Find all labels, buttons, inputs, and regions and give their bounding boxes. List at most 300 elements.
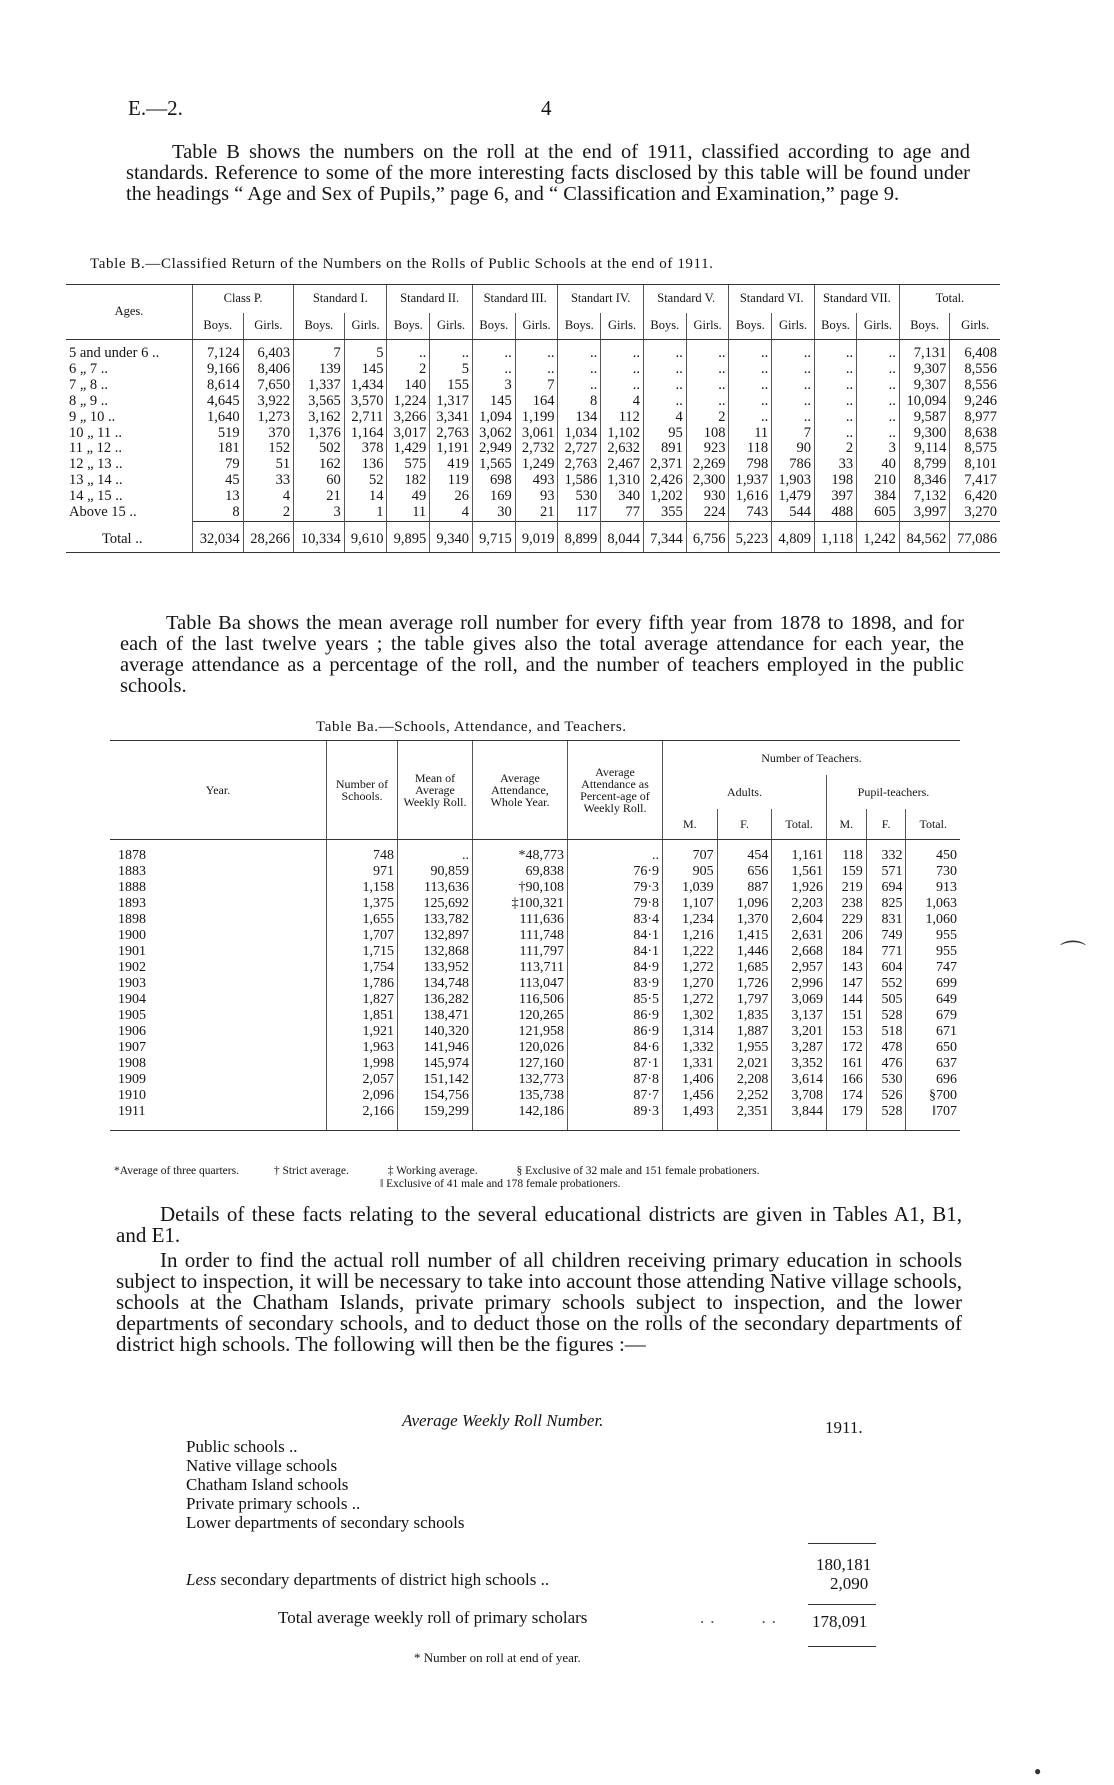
total-header: Total. bbox=[906, 809, 960, 840]
table-cell: 493 bbox=[515, 473, 558, 489]
table-cell: 730 bbox=[906, 864, 960, 880]
table-cell: 887 bbox=[717, 880, 772, 896]
year-cell: 1900 bbox=[118, 928, 146, 943]
table-cell: 140,320 bbox=[398, 1024, 473, 1040]
table-row bbox=[66, 473, 1000, 489]
table-cell: 182 bbox=[387, 473, 430, 489]
table-cell: 11 bbox=[729, 426, 772, 442]
age-label: 5 and under 6 .. bbox=[69, 345, 160, 361]
table-cell: ‡100,321 bbox=[473, 896, 568, 912]
table-cell: 650 bbox=[906, 1040, 960, 1056]
table-cell: 2,203 bbox=[772, 896, 827, 912]
table-cell: 2 bbox=[814, 441, 856, 457]
year-cell: 1906 bbox=[118, 1024, 146, 1039]
table-cell: 84·9 bbox=[568, 960, 663, 976]
table-cell: 132,773 bbox=[473, 1072, 568, 1088]
age-label: 13 „ 14 .. bbox=[69, 472, 123, 489]
attendance-header: Average Attendance, Whole Year. bbox=[473, 741, 568, 840]
summary-year-header: 1911. bbox=[825, 1418, 863, 1437]
table-row bbox=[66, 457, 1000, 473]
table-cell: 164 bbox=[515, 394, 558, 410]
table-cell: 2,021 bbox=[717, 1056, 772, 1072]
table-cell: 3,614 bbox=[772, 1072, 827, 1088]
table-cell: 52 bbox=[344, 473, 387, 489]
table-cell: 698 bbox=[472, 473, 515, 489]
table-cell: 79·8 bbox=[568, 896, 663, 912]
table-cell: 2,300 bbox=[686, 473, 729, 489]
table-cell: 49 bbox=[387, 489, 430, 505]
table-cell: 76·9 bbox=[568, 864, 663, 880]
table-cell: 87·7 bbox=[568, 1088, 663, 1104]
table-cell: 370 bbox=[243, 426, 294, 442]
table-cell: 84·1 bbox=[568, 928, 663, 944]
table-row bbox=[110, 1008, 960, 1024]
girls-header: Girls. bbox=[515, 313, 558, 340]
table-cell: 134,748 bbox=[398, 976, 473, 992]
table-cell: 83·4 bbox=[568, 912, 663, 928]
details-paragraph: Details of these facts relating to the several educational districts are given in Tables A1, B1, and E1. bbox=[116, 1202, 962, 1247]
group-header: Total. bbox=[899, 285, 1000, 314]
table-cell: 3 bbox=[472, 378, 515, 394]
total-cell: 8,899 bbox=[558, 521, 601, 552]
table-row bbox=[110, 912, 960, 928]
table-cell: .. bbox=[857, 426, 900, 442]
table-cell: 1,273 bbox=[243, 410, 294, 426]
table-row bbox=[66, 340, 1000, 362]
table-cell: 172 bbox=[826, 1040, 866, 1056]
year-cell: 1907 bbox=[118, 1040, 146, 1055]
table-cell: 10,094 bbox=[899, 394, 950, 410]
table-cell: 1,707 bbox=[327, 928, 398, 944]
table-cell: .. bbox=[643, 394, 686, 410]
table-cell: 1,107 bbox=[663, 896, 718, 912]
table-cell: .. bbox=[772, 378, 815, 394]
table-cell: 1,429 bbox=[387, 441, 430, 457]
table-cell: 2 bbox=[686, 410, 729, 426]
total-header: Total. bbox=[772, 809, 827, 840]
table-cell: 151,142 bbox=[398, 1072, 473, 1088]
table-cell: 3,061 bbox=[515, 426, 558, 442]
table-cell: 87·8 bbox=[568, 1072, 663, 1088]
table-cell: .. bbox=[515, 362, 558, 378]
table-cell: 1,199 bbox=[515, 410, 558, 426]
table-cell: 476 bbox=[866, 1056, 906, 1072]
table-cell: 21 bbox=[294, 489, 345, 505]
table-cell: 1,827 bbox=[327, 992, 398, 1008]
table-cell: 138,471 bbox=[398, 1008, 473, 1024]
table-cell: 3,266 bbox=[387, 410, 430, 426]
table-cell: .. bbox=[772, 410, 815, 426]
summary-total-label: Total average weekly roll of primary scholars bbox=[278, 1608, 588, 1627]
table-cell: 3,708 bbox=[772, 1088, 827, 1104]
table-cell: 166 bbox=[826, 1072, 866, 1088]
total-cell: 9,340 bbox=[430, 521, 473, 552]
table-cell: 891 bbox=[643, 441, 686, 457]
table-cell: 502 bbox=[294, 441, 345, 457]
table-cell: 786 bbox=[772, 457, 815, 473]
ba-paragraph: Table Ba shows the mean average roll number for every fifth year from 1878 to 1898, and for each of the last twelve years ; the table gives also the total average attendance for each year, the average attendance as a percentage of the roll, and the number of teachers employed in the public schools. bbox=[120, 612, 964, 697]
table-cell: 9,307 bbox=[899, 378, 950, 394]
m-header: M. bbox=[826, 809, 866, 840]
table-cell: 1,376 bbox=[294, 426, 345, 442]
table-cell: 8,977 bbox=[950, 410, 1000, 426]
table-cell: .. bbox=[857, 362, 900, 378]
table-cell: 3,997 bbox=[899, 505, 950, 521]
table-cell: .. bbox=[729, 378, 772, 394]
table-cell: .. bbox=[558, 340, 601, 362]
table-cell: 147 bbox=[826, 976, 866, 992]
group-header: Standard I. bbox=[294, 285, 387, 314]
table-cell: 119 bbox=[430, 473, 473, 489]
age-label: 11 „ 12 .. bbox=[69, 440, 123, 457]
table-cell: 132,868 bbox=[398, 944, 473, 960]
table-ba bbox=[110, 740, 960, 1131]
year-cell: 1911 bbox=[110, 1104, 327, 1131]
total-cell: 5,223 bbox=[729, 521, 772, 552]
table-cell: 51 bbox=[243, 457, 294, 473]
summary-heading: Average Weekly Roll Number. bbox=[402, 1411, 604, 1430]
table-cell: .. bbox=[729, 410, 772, 426]
table-cell: 340 bbox=[601, 489, 644, 505]
table-cell: 571 bbox=[866, 864, 906, 880]
table-cell: 134 bbox=[558, 410, 601, 426]
table-cell: 519 bbox=[193, 426, 244, 442]
table-cell: .. bbox=[772, 394, 815, 410]
table-cell: 7,650 bbox=[243, 378, 294, 394]
table-cell: 9,246 bbox=[950, 394, 1000, 410]
table-cell: 1,249 bbox=[515, 457, 558, 473]
table-cell: 8,101 bbox=[950, 457, 1000, 473]
table-cell: .. bbox=[857, 340, 900, 362]
table-cell: .. bbox=[729, 340, 772, 362]
table-cell: 2,763 bbox=[430, 426, 473, 442]
table-cell: 1,332 bbox=[663, 1040, 718, 1056]
table-cell: 913 bbox=[906, 880, 960, 896]
table-row bbox=[110, 1072, 960, 1088]
table-row bbox=[66, 426, 1000, 442]
table-cell: 30 bbox=[472, 505, 515, 521]
table-cell: 1,375 bbox=[327, 896, 398, 912]
table-cell: 2,727 bbox=[558, 441, 601, 457]
table-cell: 113,047 bbox=[473, 976, 568, 992]
total-cell: 8,044 bbox=[601, 521, 644, 552]
table-cell: 679 bbox=[906, 1008, 960, 1024]
table-cell: 4,645 bbox=[193, 394, 244, 410]
table-cell: 133,782 bbox=[398, 912, 473, 928]
table-cell: .. bbox=[558, 378, 601, 394]
table-cell: 544 bbox=[772, 505, 815, 521]
table-b bbox=[66, 284, 1000, 553]
group-header: Standard II. bbox=[387, 285, 473, 314]
year-cell: 1888 bbox=[118, 880, 146, 895]
table-cell: 505 bbox=[866, 992, 906, 1008]
table-ba-caption: Table Ba.—Schools, Attendance, and Teachers. bbox=[316, 719, 627, 735]
table-cell: .. bbox=[814, 378, 856, 394]
table-cell: 7,124 bbox=[193, 340, 244, 362]
summary-total-leader: .. .. bbox=[700, 1608, 782, 1627]
table-cell: 111,636 bbox=[473, 912, 568, 928]
table-cell: 2,208 bbox=[717, 1072, 772, 1088]
table-cell: 2,763 bbox=[558, 457, 601, 473]
table-cell: 478 bbox=[866, 1040, 906, 1056]
table-cell: 33 bbox=[814, 457, 856, 473]
table-cell: 224 bbox=[686, 505, 729, 521]
table-cell: 528 bbox=[866, 1104, 906, 1131]
table-row bbox=[110, 944, 960, 960]
table-cell: 743 bbox=[729, 505, 772, 521]
boys-header: Boys. bbox=[558, 313, 601, 340]
less-prefix: Less bbox=[186, 1570, 217, 1589]
table-cell: .. bbox=[814, 340, 856, 362]
roll-header: Mean of Average Weekly Roll. bbox=[398, 741, 473, 840]
table-cell: 1,202 bbox=[643, 489, 686, 505]
girls-header: Girls. bbox=[686, 313, 729, 340]
table-cell: 6,420 bbox=[950, 489, 1000, 505]
table-cell: 1,302 bbox=[663, 1008, 718, 1024]
total-cell: 77,086 bbox=[950, 521, 1000, 552]
age-label: 10 „ 11 .. bbox=[69, 424, 123, 441]
table-row bbox=[110, 992, 960, 1008]
table-cell: 83·9 bbox=[568, 976, 663, 992]
table-cell: 159 bbox=[826, 864, 866, 880]
table-cell: 3 bbox=[294, 505, 345, 521]
schools-header: Number of Schools. bbox=[327, 741, 398, 840]
table-cell: 7,132 bbox=[899, 489, 950, 505]
girls-header: Girls. bbox=[243, 313, 294, 340]
table-cell: 552 bbox=[866, 976, 906, 992]
table-cell: 2,604 bbox=[772, 912, 827, 928]
table-cell: 136 bbox=[344, 457, 387, 473]
boys-header: Boys. bbox=[193, 313, 244, 340]
girls-header: Girls. bbox=[430, 313, 473, 340]
group-header: Standart IV. bbox=[558, 285, 644, 314]
table-cell: 1,102 bbox=[601, 426, 644, 442]
table-cell: 1,887 bbox=[717, 1024, 772, 1040]
table-cell: 355 bbox=[643, 505, 686, 521]
table-cell: 121,958 bbox=[473, 1024, 568, 1040]
table-cell: 7,131 bbox=[899, 340, 950, 362]
table-cell: .. bbox=[398, 840, 473, 865]
table-cell: 1,586 bbox=[558, 473, 601, 489]
total-cell: 28,266 bbox=[243, 521, 294, 552]
table-cell: 9,300 bbox=[899, 426, 950, 442]
boys-header: Boys. bbox=[899, 313, 950, 340]
table-cell: .. bbox=[568, 840, 663, 865]
table-cell: 3,137 bbox=[772, 1008, 827, 1024]
footnote-exclusive-32: § Exclusive of 32 male and 151 female probationers. bbox=[516, 1165, 760, 1177]
table-cell: 142,186 bbox=[473, 1104, 568, 1131]
table-cell: 86·9 bbox=[568, 1024, 663, 1040]
table-cell: 3,341 bbox=[430, 410, 473, 426]
page-number: 4 bbox=[541, 96, 552, 120]
group-header: Standard VII. bbox=[814, 285, 899, 314]
group-header: Standard III. bbox=[472, 285, 558, 314]
table-cell: 2,467 bbox=[601, 457, 644, 473]
table-cell: 1,955 bbox=[717, 1040, 772, 1056]
table-cell: 530 bbox=[558, 489, 601, 505]
year-cell: 1910 bbox=[118, 1088, 146, 1103]
age-label: 7 „ 8 .. bbox=[69, 376, 109, 393]
table-cell: 2,351 bbox=[717, 1104, 772, 1131]
table-cell: 2,057 bbox=[327, 1072, 398, 1088]
table-cell: 206 bbox=[826, 928, 866, 944]
table-cell: 955 bbox=[906, 944, 960, 960]
table-cell: 151 bbox=[826, 1008, 866, 1024]
table-cell: 694 bbox=[866, 880, 906, 896]
table-cell: 1,963 bbox=[327, 1040, 398, 1056]
table-cell: 2,096 bbox=[327, 1088, 398, 1104]
table-cell: 33 bbox=[243, 473, 294, 489]
table-row bbox=[110, 1024, 960, 1040]
table-cell: 1,337 bbox=[294, 378, 345, 394]
table-cell: 696 bbox=[906, 1072, 960, 1088]
summary-item-label: Private primary schools .. bbox=[186, 1494, 361, 1513]
table-cell: 145 bbox=[472, 394, 515, 410]
table-cell: 155 bbox=[430, 378, 473, 394]
table-cell: 2,426 bbox=[643, 473, 686, 489]
table-row bbox=[110, 880, 960, 896]
table-cell: .. bbox=[601, 362, 644, 378]
table-cell: 1,479 bbox=[772, 489, 815, 505]
table-cell: 1,216 bbox=[663, 928, 718, 944]
girls-header: Girls. bbox=[344, 313, 387, 340]
year-cell: 1902 bbox=[118, 960, 146, 975]
group-header: Class P. bbox=[193, 285, 294, 314]
table-cell: 154,756 bbox=[398, 1088, 473, 1104]
table-cell: 89·3 bbox=[568, 1104, 663, 1131]
table-cell: 161 bbox=[826, 1056, 866, 1072]
table-cell: 145 bbox=[344, 362, 387, 378]
table-cell: 45 bbox=[193, 473, 244, 489]
table-cell: 1,754 bbox=[327, 960, 398, 976]
table-cell: 3,287 bbox=[772, 1040, 827, 1056]
less-label: secondary departments of district high schools .. bbox=[216, 1570, 550, 1589]
total-cell: 9,715 bbox=[472, 521, 515, 552]
table-cell: 4 bbox=[243, 489, 294, 505]
table-cell: 1,314 bbox=[663, 1024, 718, 1040]
table-cell: 112 bbox=[601, 410, 644, 426]
table-cell: 1,272 bbox=[663, 960, 718, 976]
table-cell: 575 bbox=[387, 457, 430, 473]
table-cell: 8,556 bbox=[950, 362, 1000, 378]
table-cell: 143 bbox=[826, 960, 866, 976]
table-cell: .. bbox=[601, 340, 644, 362]
table-cell: 87·1 bbox=[568, 1056, 663, 1072]
table-cell: 1,191 bbox=[430, 441, 473, 457]
table-cell: 184 bbox=[826, 944, 866, 960]
table-cell: †90,108 bbox=[473, 880, 568, 896]
table-cell: .. bbox=[772, 362, 815, 378]
table-cell: .. bbox=[857, 378, 900, 394]
year-cell: 1909 bbox=[118, 1072, 146, 1087]
table-cell: §700 bbox=[906, 1088, 960, 1104]
table-cell: 238 bbox=[826, 896, 866, 912]
boys-header: Boys. bbox=[643, 313, 686, 340]
girls-header: Girls. bbox=[857, 313, 900, 340]
table-cell: .. bbox=[814, 426, 856, 442]
table-cell: 2,632 bbox=[601, 441, 644, 457]
table-cell: 181 bbox=[193, 441, 244, 457]
table-cell: 1,063 bbox=[906, 896, 960, 912]
f-header: F. bbox=[717, 809, 772, 840]
table-cell: 139 bbox=[294, 362, 345, 378]
table-cell: 111,797 bbox=[473, 944, 568, 960]
table-cell: 1,715 bbox=[327, 944, 398, 960]
table-cell: .. bbox=[643, 340, 686, 362]
table-cell: 4 bbox=[601, 394, 644, 410]
table-cell: 6,408 bbox=[950, 340, 1000, 362]
year-cell: 1903 bbox=[118, 976, 146, 991]
table-cell: 152 bbox=[243, 441, 294, 457]
year-header: Year. bbox=[110, 741, 327, 840]
table-row bbox=[66, 489, 1000, 505]
table-cell: 5 bbox=[430, 362, 473, 378]
table-cell: .. bbox=[601, 378, 644, 394]
summary-item-label: Native village schools bbox=[186, 1456, 338, 1475]
table-cell: 518 bbox=[866, 1024, 906, 1040]
table-cell: 133,952 bbox=[398, 960, 473, 976]
table-cell: 656 bbox=[717, 864, 772, 880]
table-cell: 1,835 bbox=[717, 1008, 772, 1024]
table-cell: 1,039 bbox=[663, 880, 718, 896]
total-rule-top bbox=[808, 1604, 876, 1605]
table-cell: .. bbox=[814, 410, 856, 426]
table-cell: 9,587 bbox=[899, 410, 950, 426]
table-cell: 116,506 bbox=[473, 992, 568, 1008]
table-cell: 169 bbox=[472, 489, 515, 505]
table-cell: 84·1 bbox=[568, 944, 663, 960]
table-cell: 1 bbox=[344, 505, 387, 521]
intro-paragraph: Table B shows the numbers on the roll at the end of 1911, classified according to age and standards. Reference to some of the more interesting facts disclosed by this table will be found under the headings “ Age and Sex of Pupils,” page 6, and “ Classification and Examination,” page 9. bbox=[126, 141, 970, 205]
table-cell: 84·6 bbox=[568, 1040, 663, 1056]
table-cell: 1,164 bbox=[344, 426, 387, 442]
table-cell: 2,957 bbox=[772, 960, 827, 976]
girls-header: Girls. bbox=[601, 313, 644, 340]
table-cell: 1,685 bbox=[717, 960, 772, 976]
table-cell: 397 bbox=[814, 489, 856, 505]
margin-dot: ● bbox=[1034, 1764, 1042, 1778]
total-cell: 10,334 bbox=[294, 521, 345, 552]
table-cell: *48,773 bbox=[473, 840, 568, 865]
table-cell: 528 bbox=[866, 1008, 906, 1024]
table-cell: 8,556 bbox=[950, 378, 1000, 394]
table-cell: 8,638 bbox=[950, 426, 1000, 442]
table-cell: 1,272 bbox=[663, 992, 718, 1008]
table-cell: 8 bbox=[558, 394, 601, 410]
table-cell: .. bbox=[729, 394, 772, 410]
table-cell: 8,799 bbox=[899, 457, 950, 473]
girls-header: Girls. bbox=[772, 313, 815, 340]
table-cell: 1,234 bbox=[663, 912, 718, 928]
table-cell: 69,838 bbox=[473, 864, 568, 880]
table-cell: 127,160 bbox=[473, 1056, 568, 1072]
adults-header: Adults. bbox=[663, 775, 827, 809]
table-cell: 93 bbox=[515, 489, 558, 505]
total-cell: 9,610 bbox=[344, 521, 387, 552]
table-cell: 1,331 bbox=[663, 1056, 718, 1072]
table-cell: 1,616 bbox=[729, 489, 772, 505]
table-cell: .. bbox=[686, 394, 729, 410]
age-label: 8 „ 9 .. bbox=[69, 392, 109, 409]
year-cell: 1883 bbox=[118, 864, 146, 879]
table-cell: 905 bbox=[663, 864, 718, 880]
table-cell: 132,897 bbox=[398, 928, 473, 944]
table-cell: 3,844 bbox=[772, 1104, 827, 1131]
total-cell: 84,562 bbox=[899, 521, 950, 552]
table-cell: 1,270 bbox=[663, 976, 718, 992]
table-cell: 1,415 bbox=[717, 928, 772, 944]
table-cell: 4 bbox=[643, 410, 686, 426]
